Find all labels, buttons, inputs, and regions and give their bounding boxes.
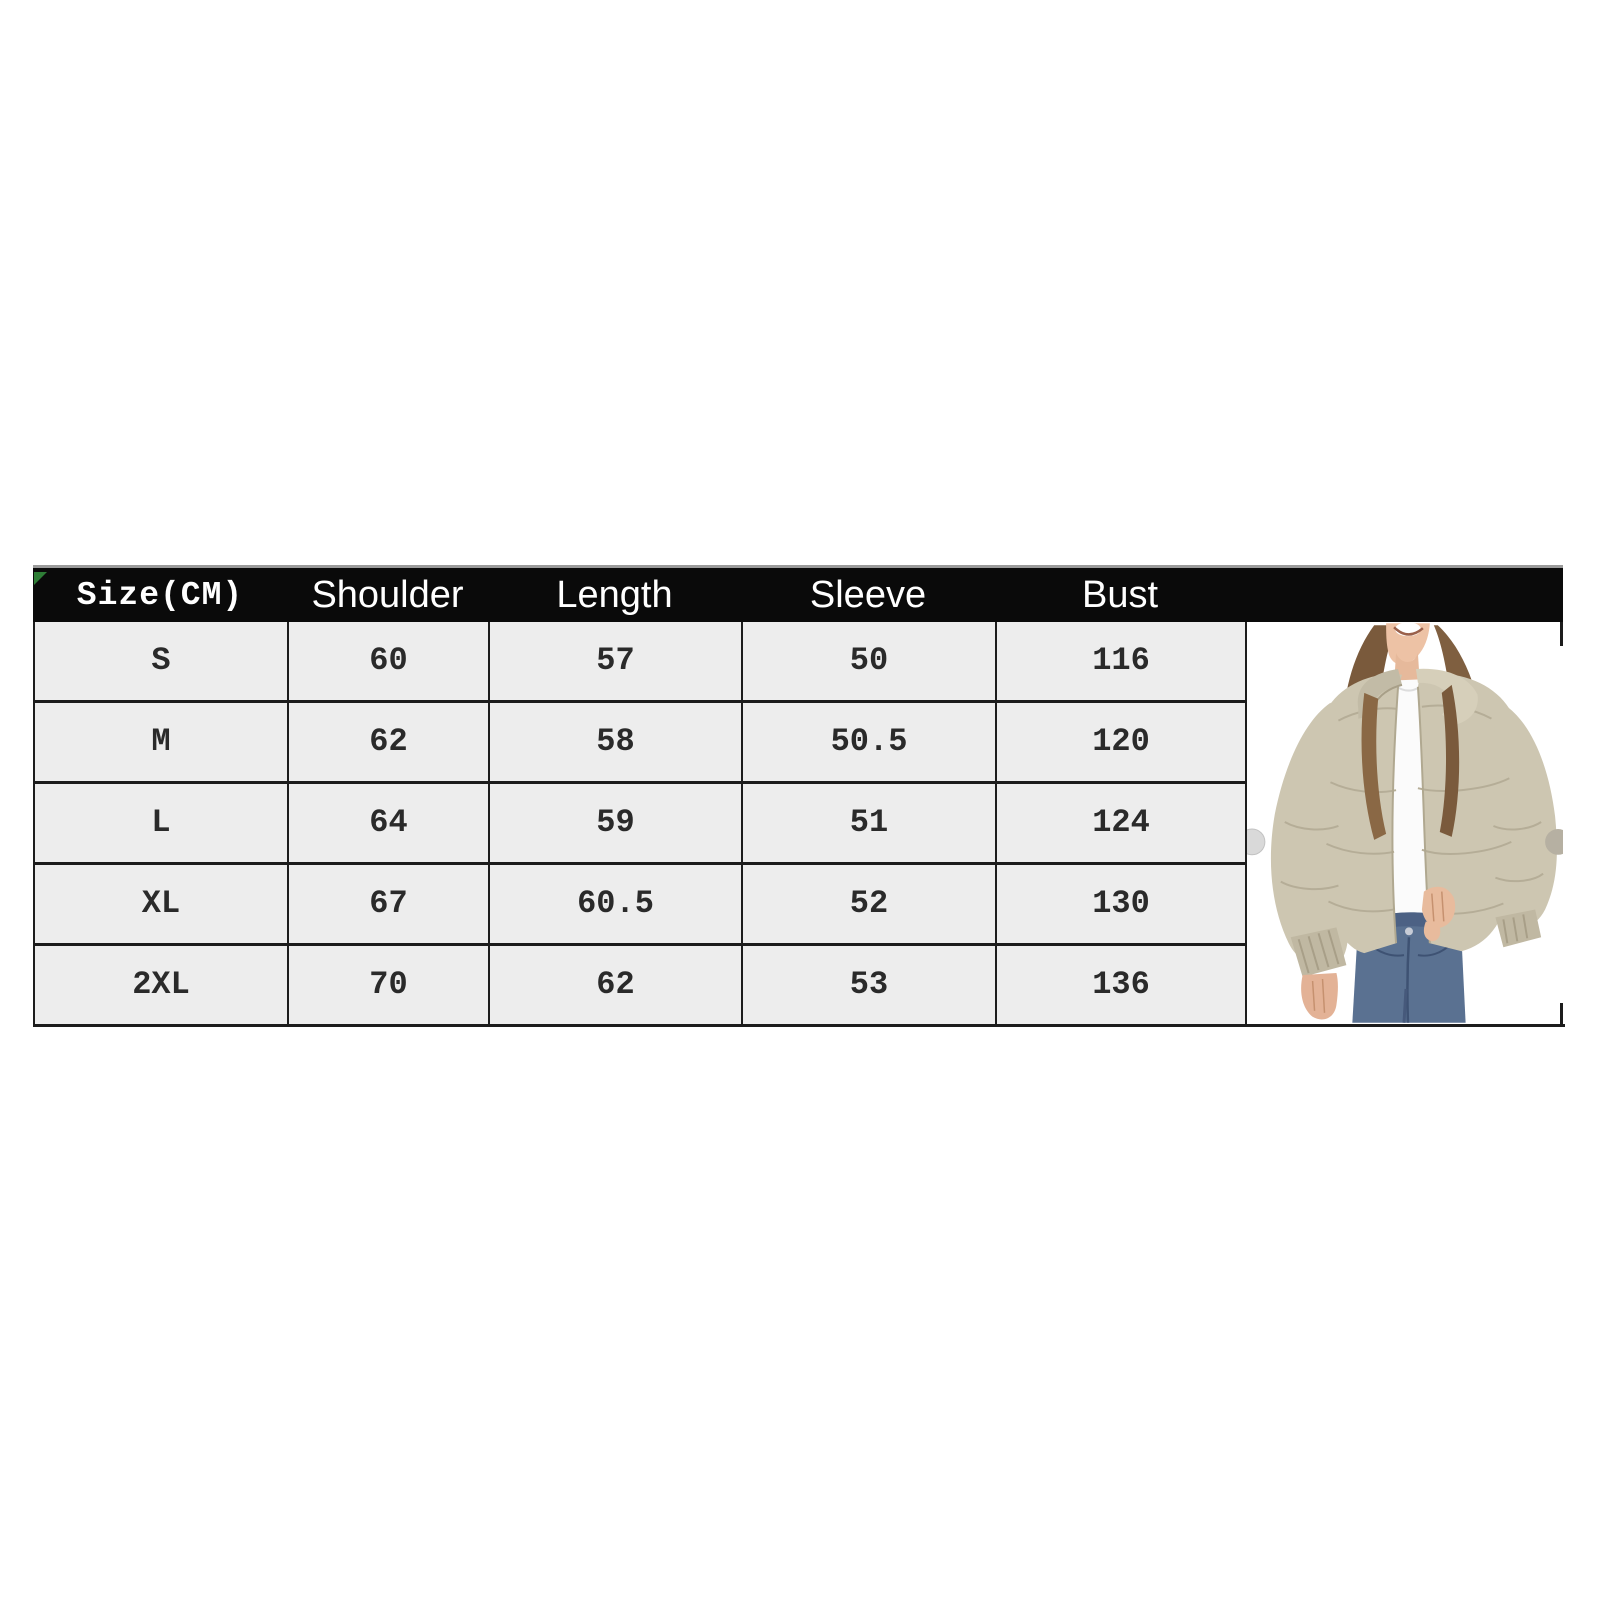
excel-corner-marker-icon: [34, 572, 47, 585]
table-cell-shoulder: 64: [289, 784, 490, 865]
table-right-edge-tick-bottom: [1560, 1003, 1563, 1027]
table-cell-bust: 116: [997, 622, 1247, 703]
table-cell-size: 2XL: [35, 946, 289, 1027]
table-cell-size: XL: [35, 865, 289, 946]
table-body: [33, 622, 1563, 1027]
column-header-bust: Bust: [1081, 574, 1159, 616]
column-header-sleeve: Sleeve: [809, 574, 927, 616]
table-cell-bust: 130: [997, 865, 1247, 946]
table-cell-length: 59: [490, 784, 743, 865]
table-cell-size: S: [35, 622, 289, 703]
table-cell-sleeve: 53: [743, 946, 997, 1027]
table-cell-size: M: [35, 703, 289, 784]
table-cell-bust: 120: [997, 703, 1247, 784]
table-cell-shoulder: 62: [289, 703, 490, 784]
size-chart-table: [33, 565, 1563, 1027]
table-cell-sleeve: 51: [743, 784, 997, 865]
table-cell-length: 60.5: [490, 865, 743, 946]
table-cell-size: L: [35, 784, 289, 865]
table-cell-length: 62: [490, 946, 743, 1027]
model-illustration: [1247, 622, 1563, 1024]
column-header-shoulder: Shoulder: [311, 574, 464, 616]
table-cell-shoulder: 70: [289, 946, 490, 1027]
column-header-length: Length: [556, 574, 673, 616]
table-cell-length: 58: [490, 703, 743, 784]
table-cell-shoulder: 60: [289, 622, 490, 703]
table-cell-length: 57: [490, 622, 743, 703]
column-header-size: Size(CM): [76, 576, 244, 614]
table-cell-sleeve: 50: [743, 622, 997, 703]
table-cell-bust: 136: [997, 946, 1247, 1027]
table-cell-shoulder: 67: [289, 865, 490, 946]
product-photo: [1247, 622, 1565, 1027]
table-cell-bust: 124: [997, 784, 1247, 865]
table-header-row: [33, 565, 1563, 622]
table-right-edge-tick-top: [1560, 622, 1563, 646]
table-cell-sleeve: 52: [743, 865, 997, 946]
table-cell-sleeve: 50.5: [743, 703, 997, 784]
